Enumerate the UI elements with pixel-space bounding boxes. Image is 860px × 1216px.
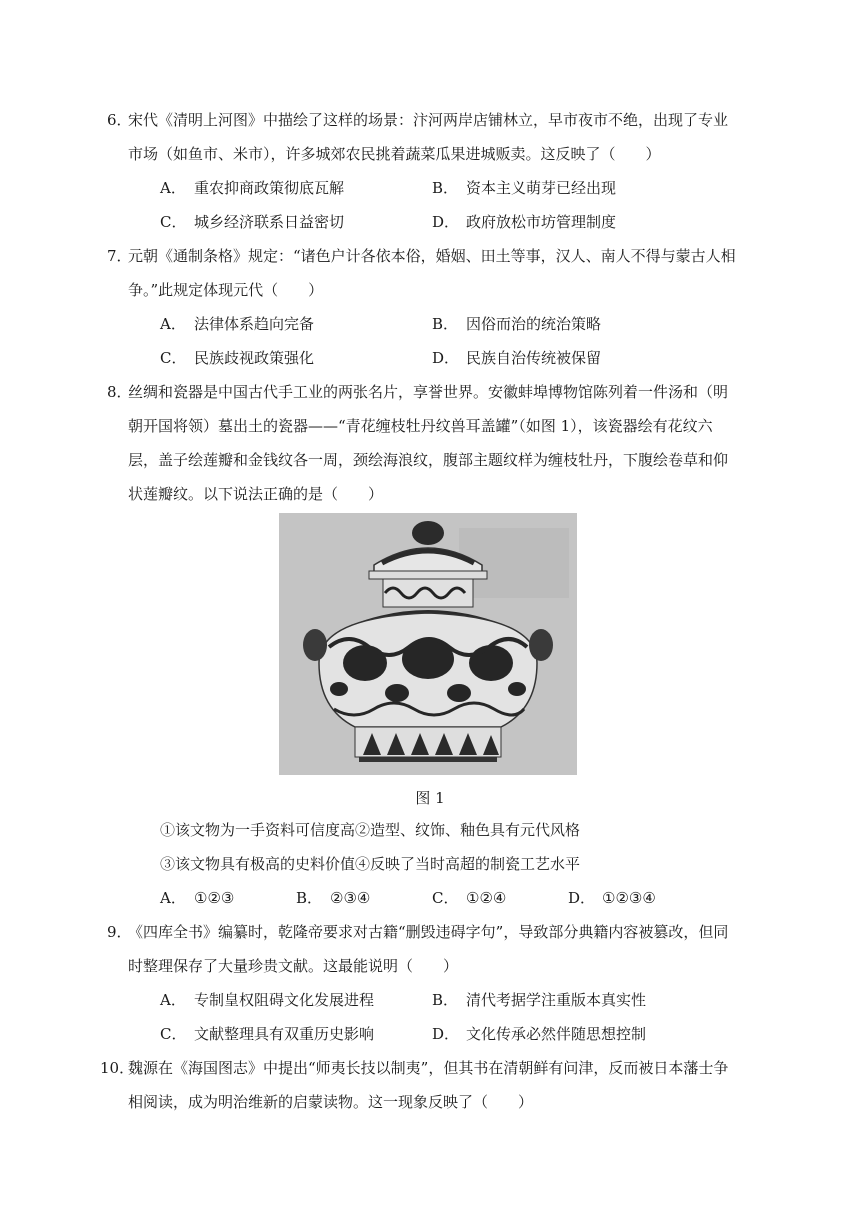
option-d[interactable]: D． 文化传承必然伴随思想控制 (432, 1025, 647, 1043)
option-a[interactable]: A． 专制皇权阻碍文化发展进程 (160, 991, 375, 1009)
option-c[interactable]: C． 民族歧视政策强化 (160, 349, 315, 367)
option-c[interactable]: C． 文献整理具有双重历史影响 (160, 1025, 375, 1043)
option-b[interactable]: B． ②③④ (296, 889, 371, 907)
option-b[interactable]: B． 资本主义萌芽已经出现 (432, 179, 617, 197)
question-10 (100, 1051, 740, 1119)
question-7 (107, 239, 740, 307)
question-stem: 宋代《清明上河图》中描绘了这样的场景：汴河两岸店铺林立，早市夜市不绝，出现了专业市场（如鱼市、米市），许多城郊农民挑着蔬菜瓜果进城贩卖。这反映了（ ） (128, 111, 729, 163)
question-7-options (160, 307, 740, 375)
option-b[interactable]: B． 因俗而治的统治策略 (432, 315, 602, 333)
question-number: 10． (100, 1059, 135, 1077)
question-stem: 魏源在《海国图志》中提出“师夷长技以制夷”，但其书在清朝鲜有问津，反而被日本藩士争相阅读，成为明治维新的启蒙读物。这一现象反映了（ ） (128, 1059, 729, 1111)
question-number: 8． (107, 383, 132, 401)
figure-caption: 图 1 (415, 789, 445, 807)
question-stem: 《四库全书》编纂时，乾隆帝要求对古籍“删毁违碍字句”，导致部分典籍内容被篡改，但同时整理保存了大量珍贵文献。这最能说明（ ） (128, 923, 729, 975)
option-c[interactable]: C． ①②④ (432, 889, 507, 907)
question-number: 6． (107, 111, 132, 129)
statement-line-2: ③该文物具有极高的史料价值④反映了当时高超的制瓷工艺水平 (160, 855, 581, 873)
option-b[interactable]: B． 清代考据学注重版本真实性 (432, 991, 647, 1009)
option-c[interactable]: C． 城乡经济联系日益密切 (160, 213, 345, 231)
question-8 (107, 375, 740, 511)
statement-line-1: ①该文物为一手资料可信度高②造型、纹饰、釉色具有元代风格 (160, 821, 581, 839)
question-6-options (160, 171, 740, 239)
question-9-options (160, 983, 740, 1051)
question-number: 9． (107, 923, 132, 941)
question-stem: 丝绸和瓷器是中国古代手工业的两张名片，享誉世界。安徽蚌埠博物馆陈列着一件汤和（明朝开国将领）墓出土的瓷器——“青花缠枝牡丹纹兽耳盖罐”（如图 1），该瓷器绘有花纹六层，盖子绘莲瓣和金钱纹各一周，颈绘海浪纹，腹部主题纹样为缠枝牡丹，下腹绘卷草和仰状莲瓣纹。以下说法正确的是（ ） (128, 383, 729, 503)
question-stem: 元朝《通制条格》规定：“诸色户计各依本俗，婚姻、田土等事，汉人、南人不得与蒙古人相争。”此规定体现元代（ ） (128, 247, 736, 299)
question-8-options (160, 881, 740, 915)
question-6 (107, 103, 740, 171)
option-a[interactable]: A． 法律体系趋向完备 (160, 315, 315, 333)
option-a[interactable]: A． 重农抑商政策彻底瓦解 (160, 179, 345, 197)
option-a[interactable]: A． ①②③ (160, 889, 235, 907)
option-d[interactable]: D． 政府放松市坊管理制度 (432, 213, 617, 231)
porcelain-jar-photo (279, 513, 577, 775)
option-d[interactable]: D． 民族自治传统被保留 (432, 349, 602, 367)
question-9 (107, 915, 740, 983)
option-d[interactable]: D． ①②③④ (568, 889, 656, 907)
question-number: 7． (107, 247, 132, 265)
porcelain-jar-image (279, 513, 577, 775)
